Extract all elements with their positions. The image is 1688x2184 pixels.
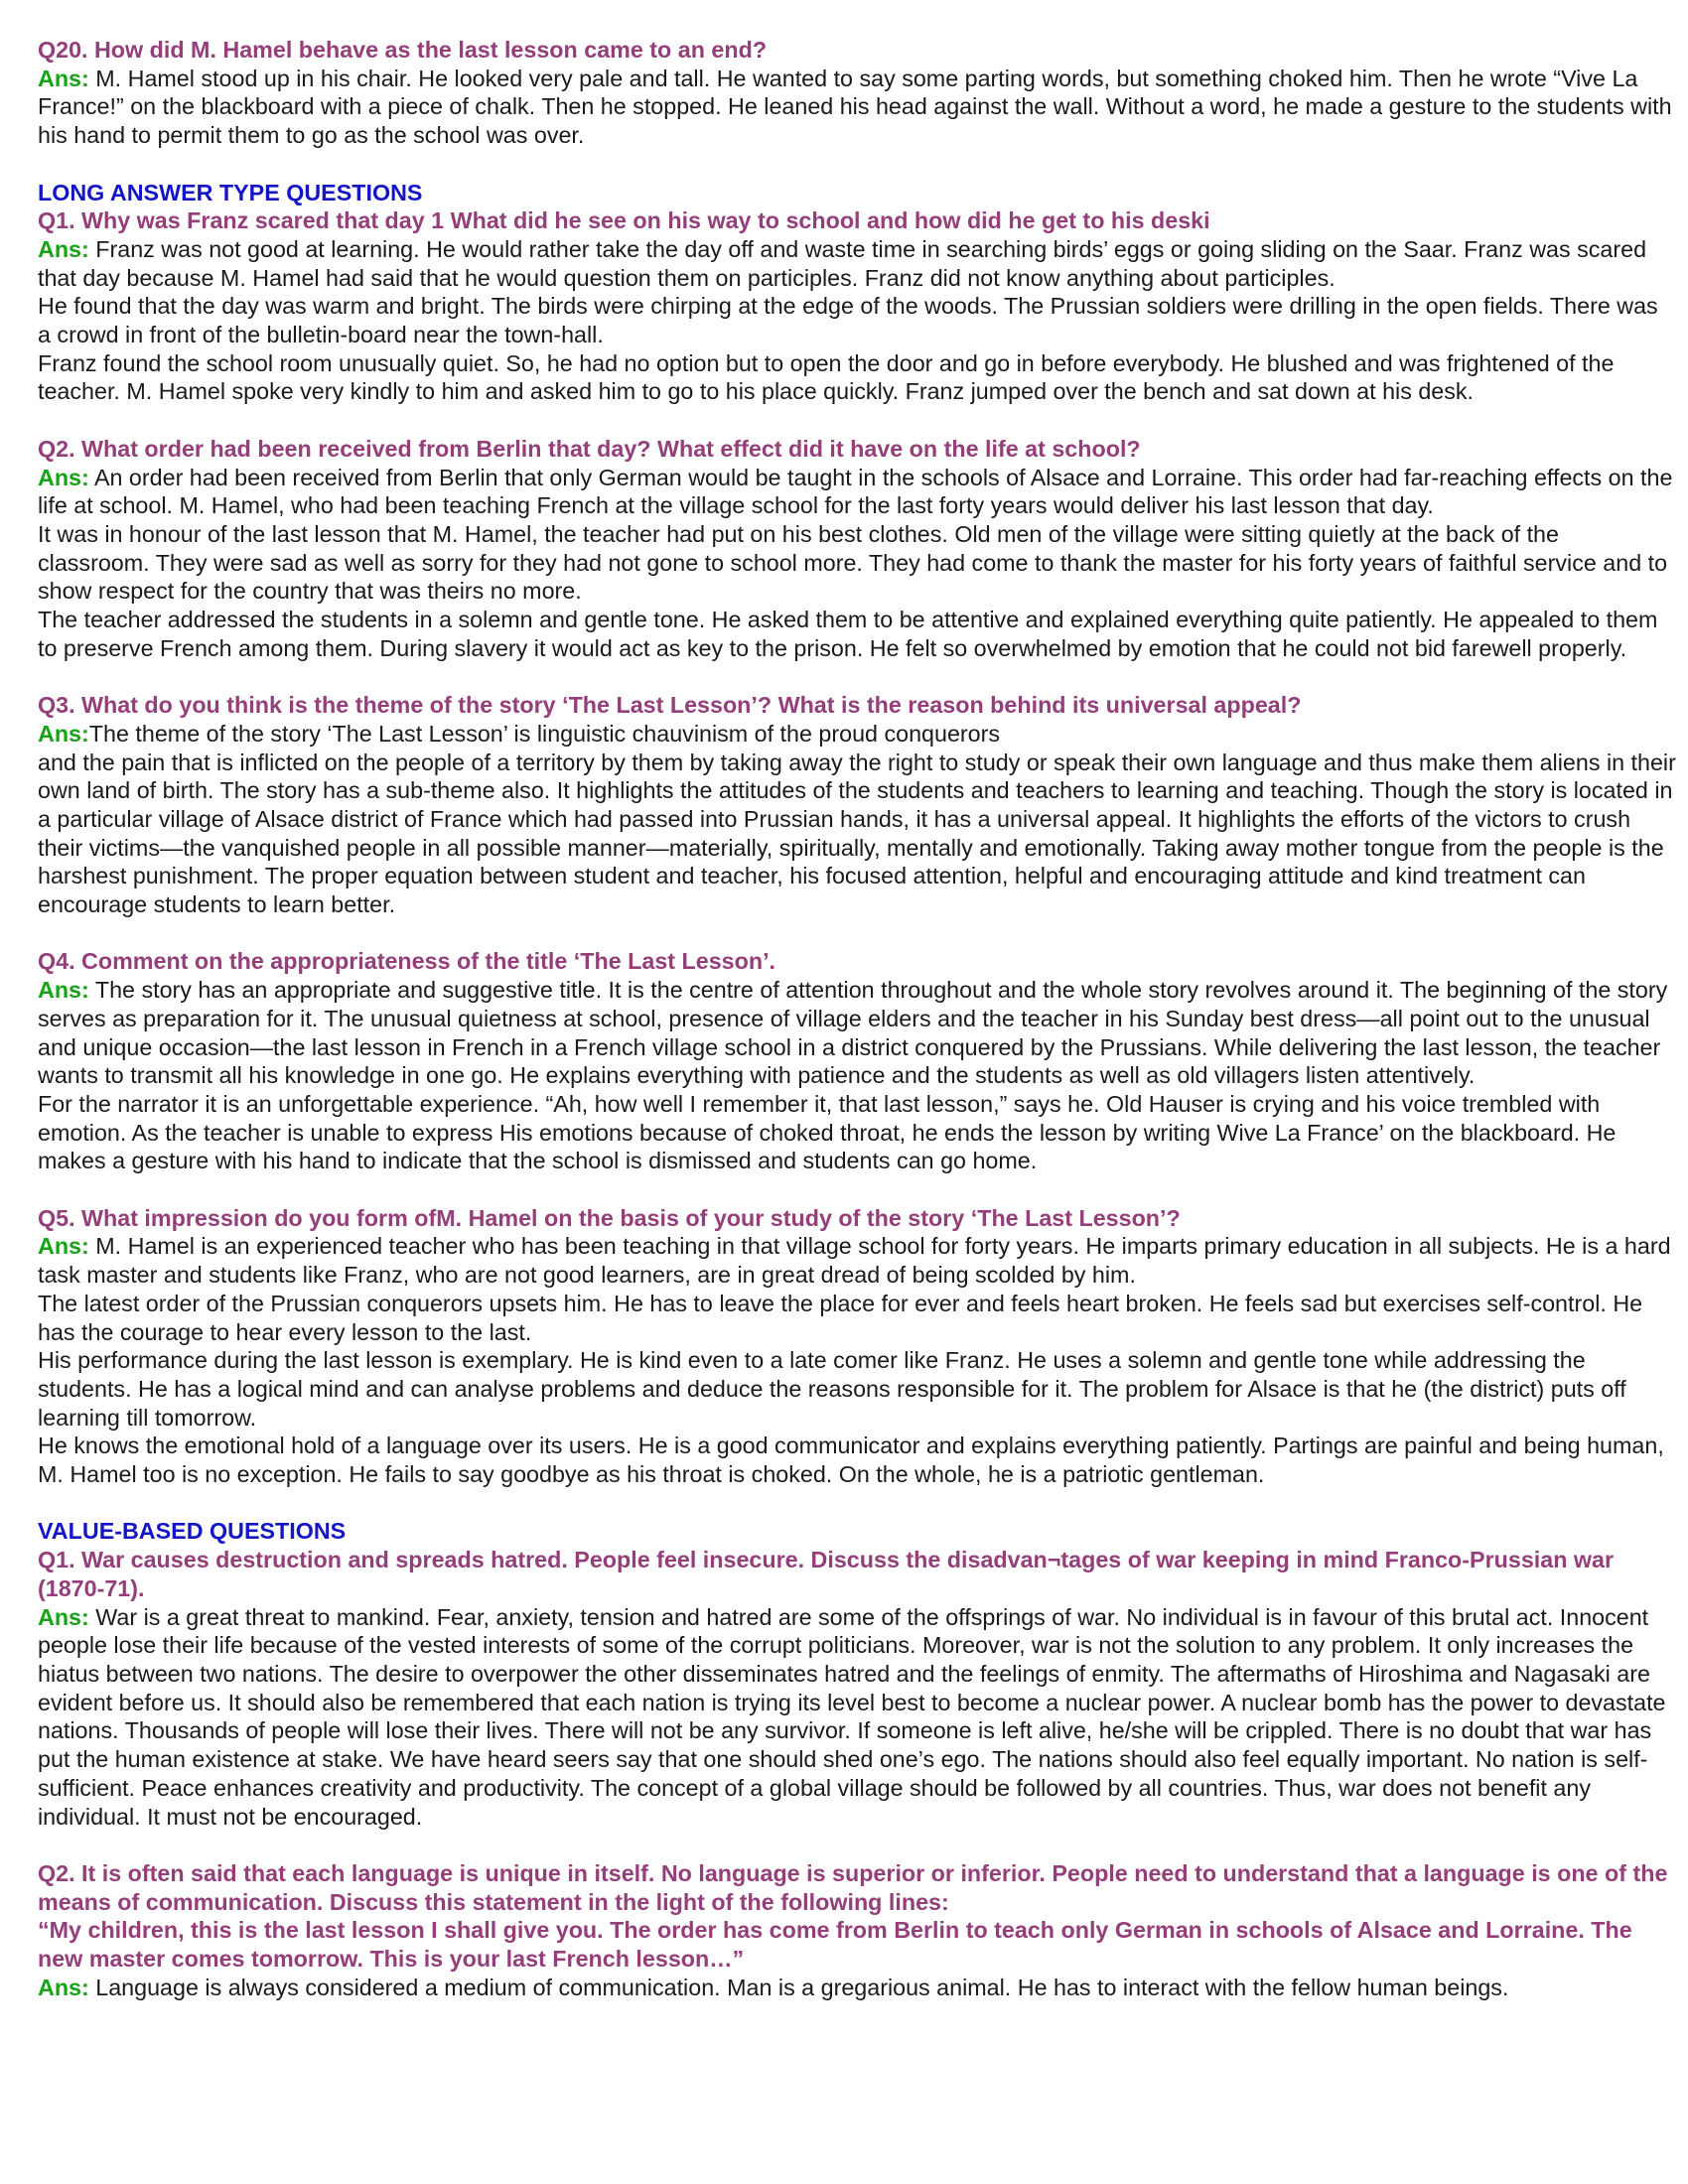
long-q4-answer-p1-text: The story has an appropriate and suggestive title. It is the centre of attention throughout and the whole story revolves around it. The beginning of the story serves as preparation for it. The unusual quietness at school, presence of village elders and the teacher in his Sunday best dress—all point out to the unusual and unique occasion—the last lesson in French in a French village school in a district conquered by the Prussians. While delivering the last lesson, the teacher wants to transmit all his knowledge in one go. He explains everything with patience and the students as well as old villagers listen attentively. [38,977,1668,1089]
long-q4-answer-p1 [38,976,1676,1090]
value-q2-answer-text: Language is always considered a medium of communication. Man is a gregarious animal. He has to interact with the fellow human beings. [95,1974,1509,2000]
answer-label: Ans: [38,1233,89,1260]
q20-answer-text: M. Hamel stood up in his chair. He looked very pale and tall. He wanted to say some parting words, but something choked him. Then he wrote “Vive La France!” on the blackboard with a piece of chalk. Then he stopped. He leaned his head against the wall. Without a word, he made a gesture to the students with his hand to permit them to go as the school was over. [38,65,1672,149]
long-q2-answer-p1 [38,464,1676,520]
value-based-heading: VALUE-BASED QUESTIONS [38,1518,347,1545]
value-q1-answer-text: War is a great threat to mankind. Fear, anxiety, tension and hatred are some of the offsprings of war. No individual is in favour of this brutal act. Innocent people lose their life because of the vested interests of some of the corrupt politicians. Moreover, war is not the solution to any problem. It only increases the hiatus between two nations. The desire to overpower the other disseminates hatred and the feelings of enmity. The aftermaths of Hiroshima and Nagasaki are evident before us. It should also be remembered that each nation is trying its level best to become a nuclear power. A nuclear bomb has the power to devastate nations. Thousands of people will lose their lives. There will not be any survivor. If someone is left alive, he/she will be crippled. There is no doubt that war has put the human existence at stake. We have heard seers say that one should shed one’s ego. The nations should also feel equally important. No nation is self-sufficient. Peace enhances creativity and productivity. The concept of a global village should be followed by all countries. Thus, war does not benefit any individual. It must not be encouraged. [38,1603,1666,1830]
long-q1-answer-p2: He found that the day was warm and bright. The birds were chirping at the edge of the woods. The Prussian soldiers were drilling in the open fields. There was a crowd in front of the bulletin-board near the town-hall. [38,293,1658,348]
long-q5-answer-p2: The latest order of the Prussian conquerors upsets him. He has to leave the place for ever and feels heart broken. He feels sad but exercises self-control. He has the courage to hear every lesson to the last. [38,1290,1643,1345]
long-q5-question: Q5. What impression do you form ofM. Hamel on the basis of your study of the story ‘The Last Lesson’? [38,1204,1181,1231]
value-q2-answer [38,1974,1676,2002]
answer-label: Ans: [38,235,89,262]
long-q1-answer-p1-text: Franz was not good at learning. He would rather take the day off and waste time in searching birds’ eggs or going sliding on the Saar. Franz was scared that day because M. Hamel had said that he would question them on participles. Franz did not know anything about participles. [38,235,1647,291]
long-q2-question: Q2. What order had been received from Berlin that day? What effect did it have on the life at school? [38,435,1141,462]
long-q2-answer-p2: It was in honour of the last lesson that M. Hamel, the teacher had put on his best clothes. Old men of the village were sitting quietly at the back of the classroom. They were sad as well as sorry for they had not gone to school more. They had come to thank the master for his forty years of faithful service and to show respect for the country that was theirs no more. [38,520,1668,605]
answer-label: Ans: [38,1974,89,2000]
value-q1-answer [38,1603,1676,1832]
spacer [38,1489,1676,1518]
answer-label: Ans: [38,65,89,91]
q20-answer [38,65,1676,150]
answer-label: Ans: [38,977,89,1004]
long-q2-answer-p1-text: An order had been received from Berlin that only German would be taught in the schools of Alsace and Lorraine. This order had far-reaching effects on the life at school. M. Hamel, who had been teaching French at the village school for the last forty years would deliver his last lesson that day. [38,464,1673,519]
long-q4-answer-p2: For the narrator it is an unforgettable experience. “Ah, how well I remember it, that last lesson,” says he. Old Hauser is crying and his voice trembled with emotion. As the teacher is unable to express His emotions because of choked throat, he ends the lesson by writing Wive La France’ on the blackboard. He makes a gesture with his hand to indicate that the school is dismissed and students can go home. [38,1090,1617,1174]
long-q3-question: Q3. What do you think is the theme of the story ‘The Last Lesson’? What is the reason behind its universal appeal? [38,692,1302,719]
long-q1-answer-p1 [38,235,1676,292]
long-q5-answer-p4: He knows the emotional hold of a language over its users. He is a good communicator and explains everything patiently. Partings are painful and being human, M. Hamel too is no exception. He fails to say goodbye as his throat is choked. On the whole, he is a patriotic gentleman. [38,1433,1664,1488]
spacer [38,1175,1676,1204]
long-q5-answer-p1-text: M. Hamel is an experienced teacher who has been teaching in that village school for forty years. He imparts primary education in all subjects. He is a hard task master and students like Franz, who are not good learners, are in great dread of being scolded by him. [38,1233,1671,1289]
long-q4-question: Q4. Comment on the appropriateness of the title ‘The Last Lesson’. [38,948,776,975]
long-q3-answer-first-line-text: The theme of the story ‘The Last Lesson’ is linguistic chauvinism of the proud conquerors [88,720,1001,747]
long-q5-answer-p1 [38,1232,1676,1289]
long-q5-answer-p3: His performance during the last lesson is exemplary. He is kind even to a late comer like Franz. He uses a solemn and gentle tone while addressing the students. He has a logical mind and can analyse problems and deduce the reasons responsible for it. The problem for Alsace is that he (the district) puts off learning till tomorrow. [38,1347,1626,1431]
long-q1-question: Q1. Why was Franz scared that day 1 What did he see on his way to school and how did he get to his deski [38,207,1210,234]
value-q2-question: Q2. It is often said that each language is unique in itself. No language is superior or inferior. People need to understand that a language is one of the means of communication. Discuss this statement in the light of the following lines: [38,1859,1668,1915]
spacer [38,1831,1676,1859]
long-q1-answer-p3: Franz found the school room unusually quiet. So, he had no option but to open the door and go in before everybody. He blushed and was frightened of the teacher. M. Hamel spoke very kindly to him and asked him to go to his place quickly. Franz jumped over the bench and sat down at his desk. [38,349,1615,405]
long-q3-answer-first-line [38,720,1676,749]
spacer [38,406,1676,435]
long-q2-answer-p3: The teacher addressed the students in a solemn and gentle tone. He asked them to be attentive and explained everything quite patiently. He appealed to them to preserve French among them. During slavery it would act as key to the prison. He felt so overwhelmed by emotion that he could not bid farewell properly. [38,607,1658,661]
document-page [38,36,1676,2001]
spacer [38,150,1676,179]
spacer [38,919,1676,948]
answer-label: Ans: [38,1603,89,1630]
answer-label: Ans: [38,464,89,490]
spacer [38,662,1676,691]
answer-label: Ans: [38,720,89,747]
long-q3-answer-rest: and the pain that is inflicted on the people of a territory by them by taking away the right to study or speak their own language and thus make them aliens in their own land of birth. The story has a sub-theme also. It highlights the attitudes of the students and teachers to learning and teaching. Though the story is located in a particular village of Alsace district of France which had passed into Prussian hands, it has a universal appeal. It highlights the efforts of the victors to crush their victims—the vanquished people in all possible manner—materially, spiritually, mentally and emotionally. Taking away mother tongue from the people is the harshest punishment. The proper equation between student and teacher, his focused attention, helpful and encouraging attitude and kind treatment can encourage students to learn better. [38,749,1676,918]
long-answer-heading: LONG ANSWER TYPE QUESTIONS [38,179,423,205]
value-q2-quote: “My children, this is the last lesson I shall give you. The order has come from Berlin to teach only German in schools of Alsace and Lorraine. The new master comes tomorrow. This is your last French lesson…” [38,1917,1632,1972]
value-q1-question: Q1. War causes destruction and spreads hatred. People feel insecure. Discuss the disadvan¬tages of war keeping in mind Franco-Prussian war (1870-71). [38,1547,1615,1601]
q20-question: Q20. How did M. Hamel behave as the last lesson came to an end? [38,37,768,63]
